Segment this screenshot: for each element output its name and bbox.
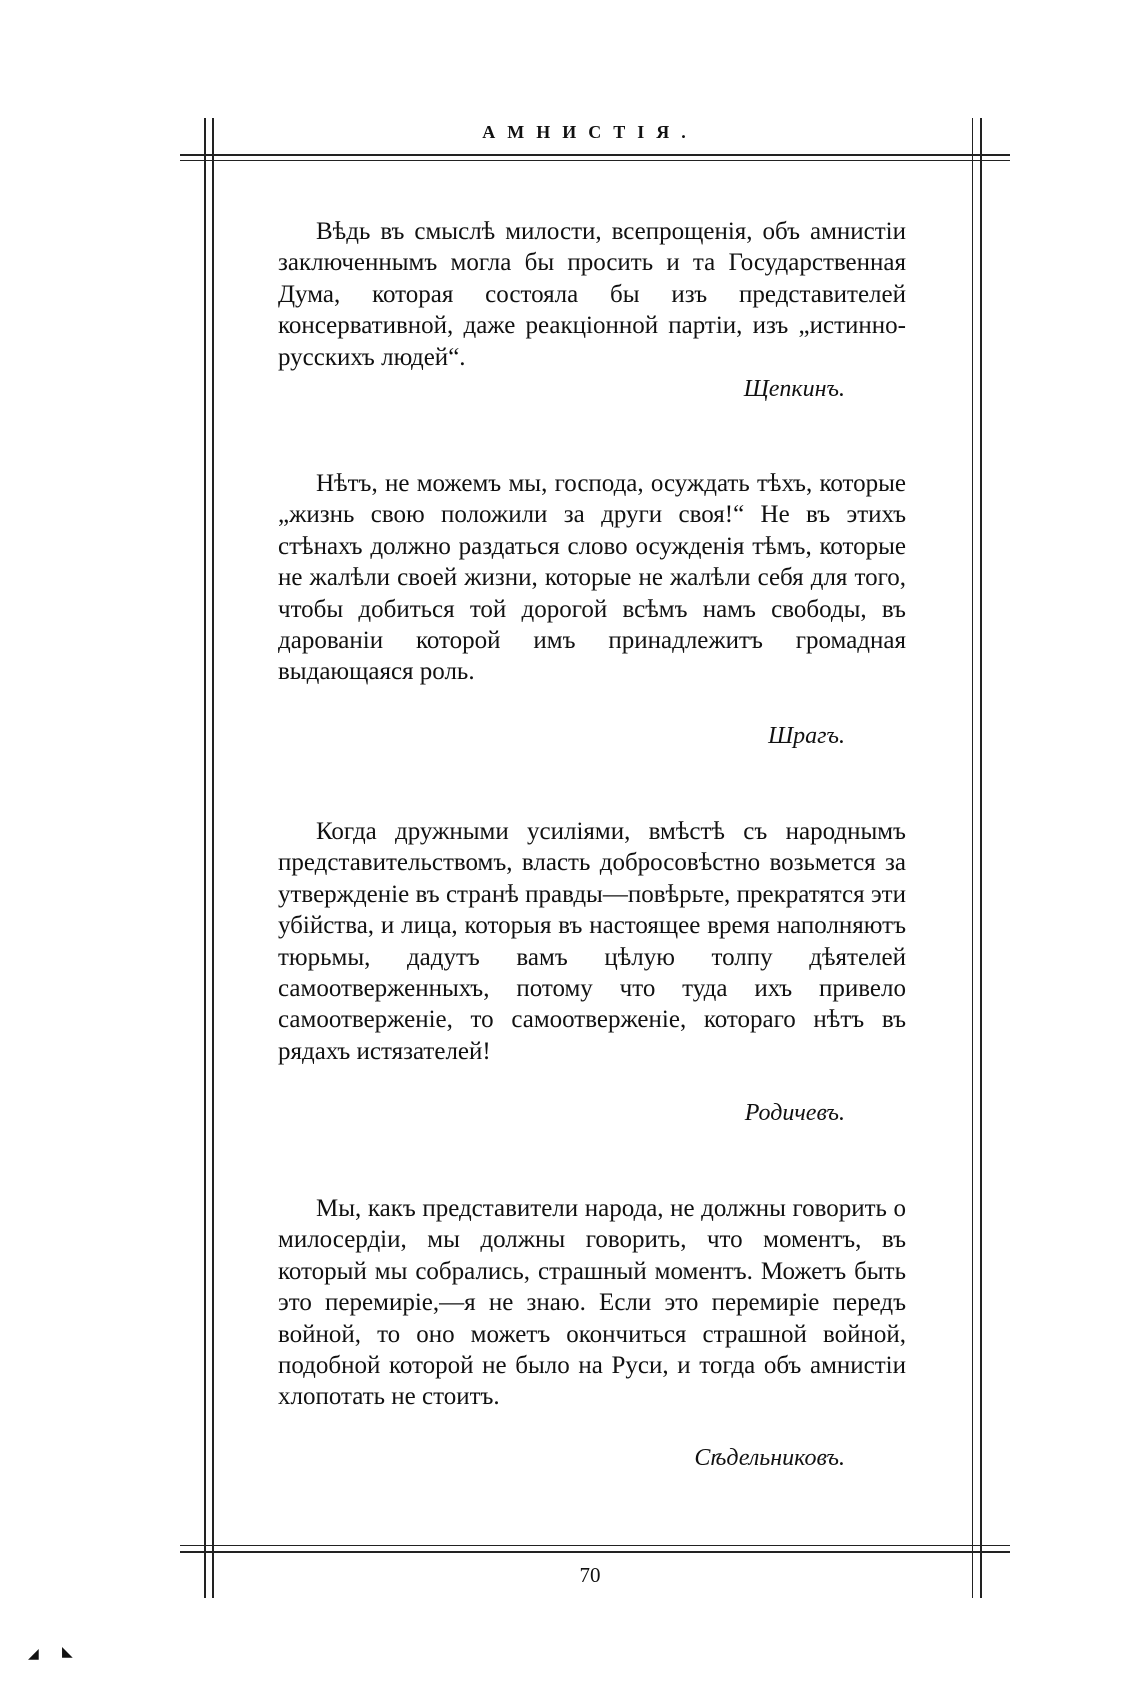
frame-left-outer-rule [204,118,206,1598]
frame-left-inner-rule [212,118,214,1598]
quote-paragraph: Когда дружными усиліями, вмѣстѣ съ народнымъ представительствомъ, власть добросовѣстно возьмется за утвержденіе въ странѣ правды—повѣрьте, прекратятся эти убійства, и лица, которыя въ настоящее время наполняютъ тюрьмы, дадутъ вамъ цѣлую толпу дѣятелей самоотверженныхъ, потому что туда ихъ привело самоотверженіе, то самоотверженіе, котораго нѣтъ въ рядахъ истязателей! [278,818,906,1065]
header-rule-bottom [180,160,1010,161]
page-number: 70 [579,1563,601,1587]
quote-author: Родичевъ. [744,1100,845,1126]
quote-author: Сѣдельниковъ. [694,1445,845,1471]
quote-author: Шрагъ. [768,723,845,749]
footer-rule-top [180,1545,1010,1546]
footer-rule-bottom [180,1551,1010,1553]
frame-right-inner-rule [972,118,973,1598]
scan-speck: ◢ [28,1647,39,1662]
scan-speck: ◣ [62,1645,73,1660]
quote-paragraph: Мы, какъ представители народа, не должны говорить о милосердіи, мы должны говорить, что моментъ, въ который мы собрались, страшный моментъ. Можетъ быть это перемиріе,—я не знаю. Если это перемиріе передъ войной, то оно можетъ окончиться страшной войной, подобной которой не было на Руси, и тогда объ амнистіи хлопотать не стоитъ. [278,1195,906,1411]
quote-author: Щепкинъ. [743,376,845,402]
frame-right-outer-rule [980,118,982,1598]
header-rule-top [180,154,1010,156]
running-title: АМНИСТІЯ. [482,122,698,142]
quote-paragraph: Вѣдь въ смыслѣ милости, всепрощенія, объ амнистіи заключеннымъ могла бы просить и та Государственная Дума, которая состояла бы изъ представителей консервативной, даже реакціонной партіи, изъ „истинно-русскихъ людей“. [278,218,906,371]
quote-paragraph: Нѣтъ, не можемъ мы, господа, осуждать тѣхъ, которые „жизнь свою положили за други своя!“ Не въ этихъ стѣнахъ должно раздаться слово осужденія тѣмъ, которые не жалѣли своей жизни, которые не жалѣли себя для того, чтобы добиться той дорогой всѣмъ намъ свободы, въ дарованіи которой имъ принадлежитъ громадная выдающаяся роль. [278,470,906,686]
